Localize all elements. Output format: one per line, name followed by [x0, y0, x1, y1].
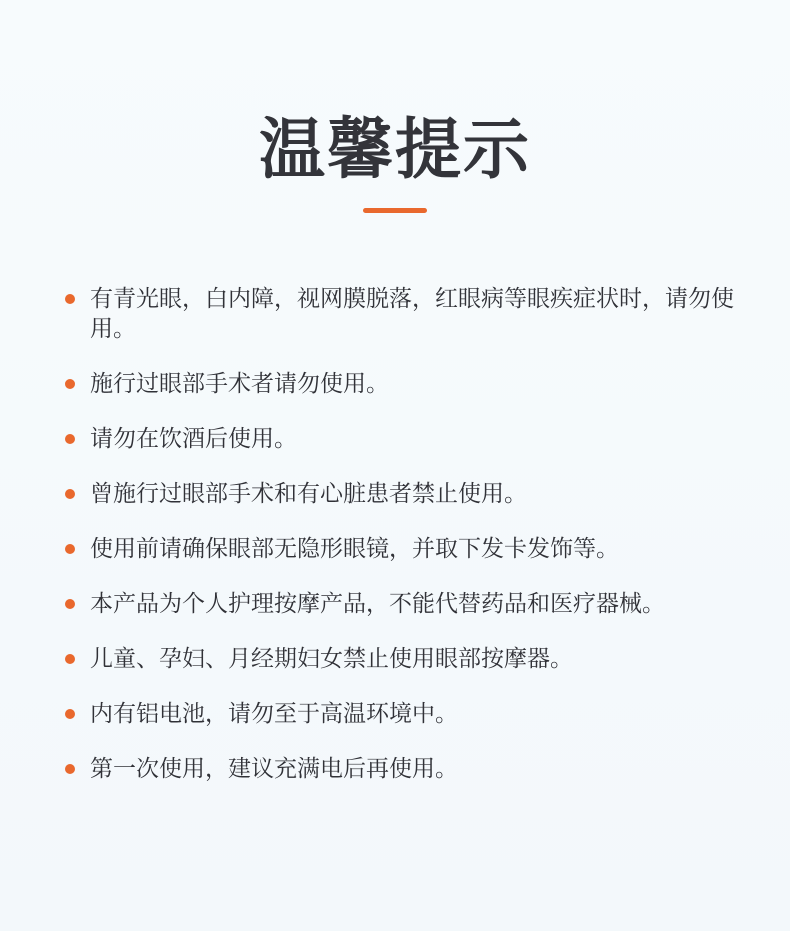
- notice-item: [64, 424, 734, 454]
- bullet-dot-icon: [65, 294, 75, 304]
- notice-item: [64, 534, 734, 564]
- notice-item: [64, 284, 734, 344]
- bullet-dot-icon: [65, 434, 75, 444]
- bullet-dot-icon: [65, 654, 75, 664]
- notice-list: [64, 284, 734, 809]
- notice-text: 使用前请确保眼部无隐形眼镜，并取下发卡发饰等。: [90, 536, 619, 562]
- notice-text: 请勿在饮酒后使用。: [90, 426, 297, 452]
- notice-item: [64, 479, 734, 509]
- notice-item: [64, 699, 734, 729]
- page-title: 温馨提示: [259, 111, 531, 188]
- bullet-dot-icon: [65, 489, 75, 499]
- notice-item: [64, 369, 734, 399]
- notice-text: 本产品为个人护理按摩产品，不能代替药品和医疗器械。: [90, 591, 665, 617]
- notice-text: 施行过眼部手术者请勿使用。: [90, 371, 389, 397]
- bullet-dot-icon: [65, 709, 75, 719]
- notice-text: 内有铝电池，请勿至于高温环境中。: [90, 701, 458, 727]
- bullet-dot-icon: [65, 599, 75, 609]
- notice-item: [64, 754, 734, 784]
- notice-text: 曾施行过眼部手术和有心脏患者禁止使用。: [90, 481, 527, 507]
- notice-text: 有青光眼，白内障，视网膜脱落，红眼病等眼疾症状时，请勿使用。: [90, 286, 734, 342]
- notice-item: [64, 589, 734, 619]
- bullet-dot-icon: [65, 764, 75, 774]
- notice-text: 第一次使用，建议充满电后再使用。: [90, 756, 458, 782]
- notice-item: [64, 644, 734, 674]
- bullet-dot-icon: [65, 379, 75, 389]
- title-accent-bar: [363, 208, 427, 213]
- notice-text: 儿童、孕妇、月经期妇女禁止使用眼部按摩器。: [90, 646, 573, 672]
- bullet-dot-icon: [65, 544, 75, 554]
